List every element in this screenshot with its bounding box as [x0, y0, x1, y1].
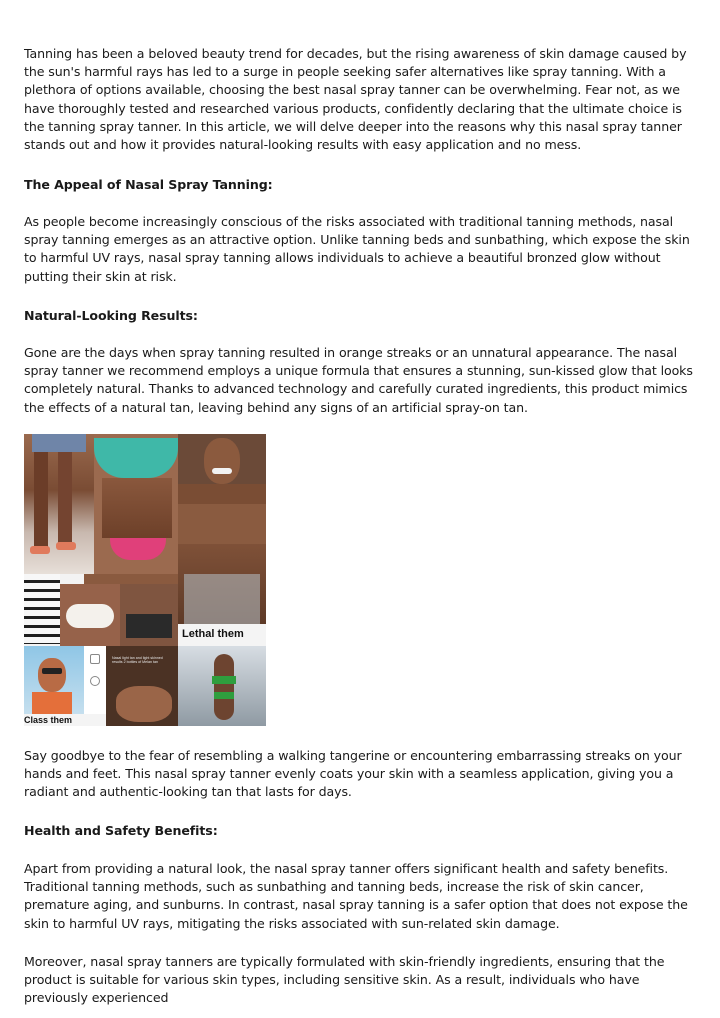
photo-striped-dress	[24, 574, 60, 644]
ingredients-paragraph: Moreover, nasal spray tanners are typically formulated with skin-friendly ingredients, ensuring that the product is suitable for various skin types, including sensitive skin. As a result, individuals who have previously experienced	[24, 954, 665, 1006]
photo-woman-beach	[24, 646, 84, 714]
streaks-paragraph: Say goodbye to the fear of resembling a walking tangerine or encountering embarrassing streaks on your hands and feet. This nasal spray tanner evenly coats your skin with a seamless application, giving you a radiant and authentic-looking tan that lasts for days.	[24, 748, 682, 800]
photo-arm-note	[106, 646, 178, 726]
photo-man-chest	[178, 504, 266, 624]
photo-torso-swimsuit	[94, 434, 178, 574]
caption-tile-right	[178, 624, 266, 646]
small-note-text: Nasal light tan and light skinned results 2 bottles of Melan tan	[112, 656, 163, 665]
heading-appeal: The Appeal of Nasal Spray Tanning:	[24, 177, 273, 192]
caption-lethal-them: Lethal them	[182, 628, 244, 640]
photo-ui-strip	[84, 646, 106, 714]
appeal-paragraph: As people become increasingly conscious of the risks associated with traditional tanning methods, nasal spray tanning emerges as an attractive option. Unlike tanning beds and sunbathing, which expose the skin to harmful UV rays, nasal spray tanning allows individuals to achieve a beautiful bronzed glow without putting their skin at risk.	[24, 214, 690, 284]
photo-gym-bikini	[178, 646, 266, 726]
intro-paragraph: Tanning has been a beloved beauty trend for decades, but the rising awareness of skin damage caused by the sun's harmful rays has led to a surge in people seeking safer alternatives like spray tanning. With a plethora of options available, choosing the best nasal spray tanner can be overwhelming. Fear not, as we have thoroughly tested and researched various products, confidently declaring that the ultimate choice is the tanning spray tanner. In this article, we will delve deeper into the reasons why this nasal spray tanner stands out and how it provides natural-looking results with easy application and no mess.	[24, 46, 687, 153]
photo-leaning-pose	[120, 584, 178, 646]
health-safety-paragraph: Apart from providing a natural look, the nasal spray tanner offers significant health and safety benefits. Traditional tanning methods, such as sunbathing and tanning beds, increase the risk of skin cancer, premature aging, and sunburns. In contrast, nasal spray tanning is a safer option that does not expose the skin to harmful UV rays, mitigating the risks associated with sun-related skin damage.	[24, 861, 688, 931]
photo-legs	[24, 434, 94, 574]
heading-natural-results: Natural-Looking Results:	[24, 308, 198, 323]
heading-health-safety: Health and Safety Benefits:	[24, 823, 218, 838]
natural-results-paragraph: Gone are the days when spray tanning resulted in orange streaks or an unnatural appearance. The nasal spray tanner we recommend employs a unique formula that ensures a stunning, sun-kissed glow that looks completely natural. Thanks to advanced technology and carefully curated ingredients, this product mimics the effects of a natural tan, leaving behind any signs of an artificial spray-on tan.	[24, 345, 693, 415]
caption-class-them: Class them	[24, 715, 73, 725]
photo-white-bikini	[60, 584, 120, 646]
tanning-results-collage	[24, 434, 266, 726]
photo-man-face	[178, 434, 266, 504]
caption-tile-left	[24, 714, 106, 726]
